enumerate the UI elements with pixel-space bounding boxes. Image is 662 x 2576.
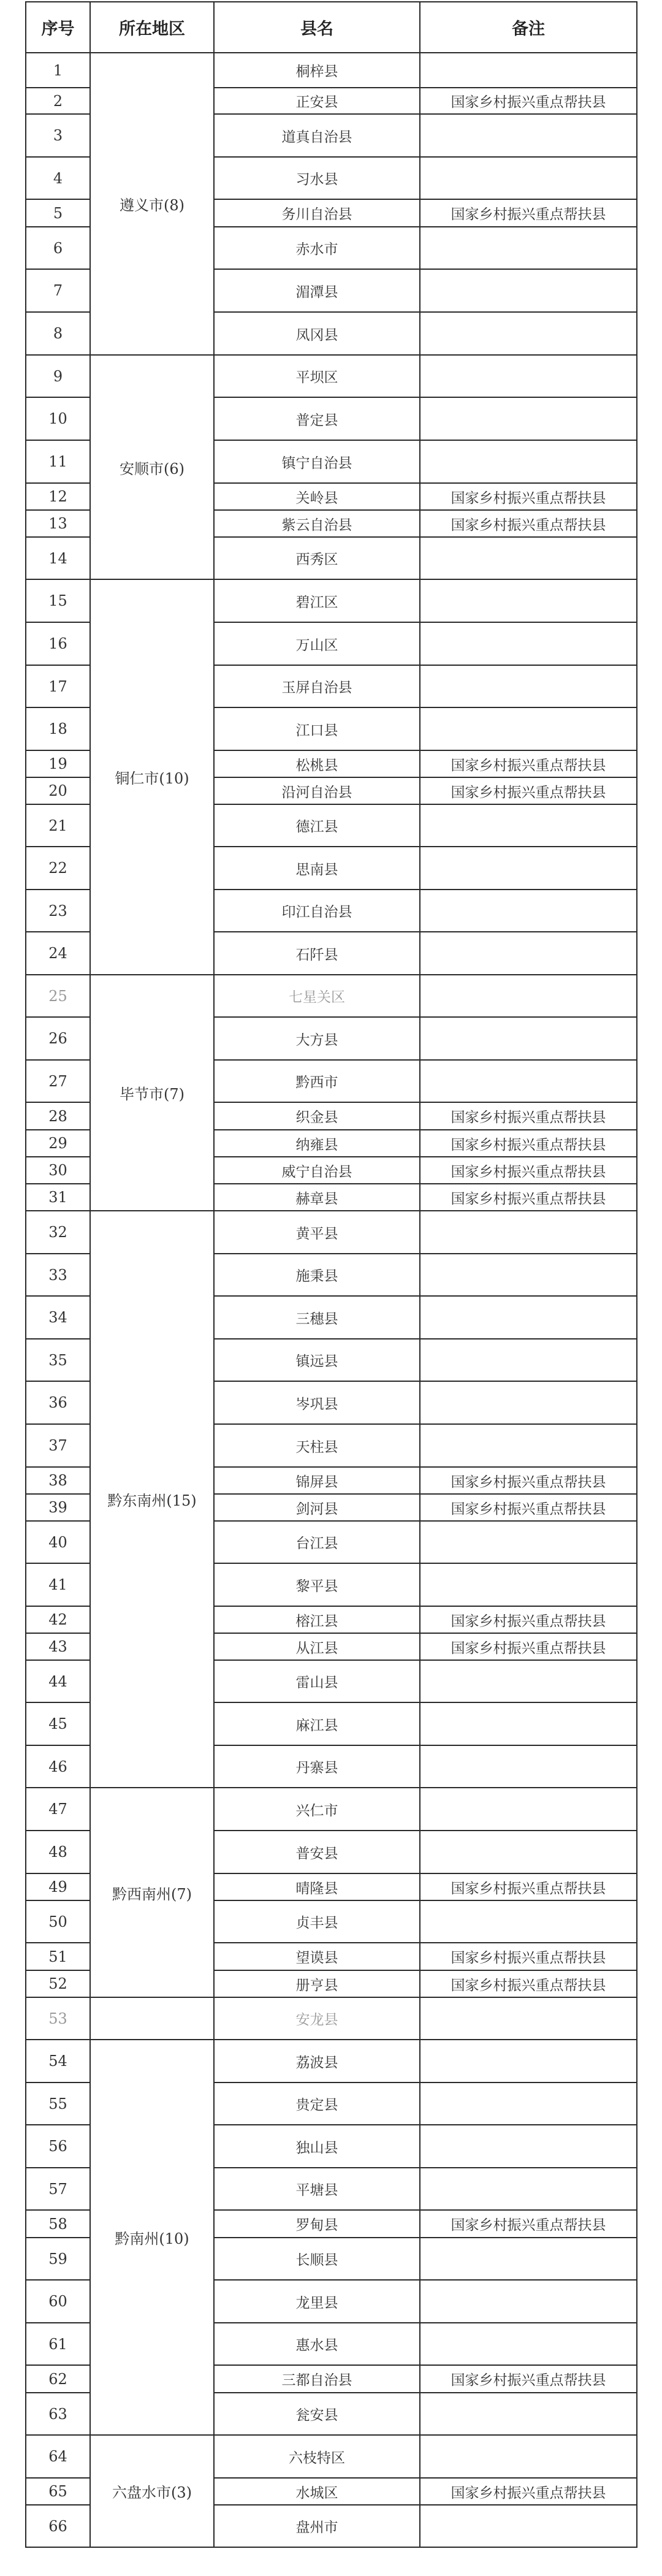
region-cell: 黔西南州(7) — [90, 1788, 214, 1997]
row-serial: 45 — [26, 1702, 90, 1745]
row-serial: 9 — [26, 355, 90, 397]
county-name: 西秀区 — [214, 537, 420, 579]
row-serial: 29 — [26, 1130, 90, 1157]
remark-cell: 国家乡村振兴重点帮扶县 — [420, 1157, 637, 1184]
row-serial: 61 — [26, 2323, 90, 2365]
row-serial: 24 — [26, 932, 90, 975]
remark-cell — [420, 2238, 637, 2280]
county-name: 石阡县 — [214, 932, 420, 975]
region-cell: 黔南州(10) — [90, 2040, 214, 2435]
row-serial: 20 — [26, 777, 90, 804]
county-name: 龙里县 — [214, 2280, 420, 2323]
table-row — [26, 2040, 637, 2083]
county-name: 紫云自治县 — [214, 510, 420, 537]
remark-cell — [420, 622, 637, 665]
remark-cell — [420, 1060, 637, 1102]
remark-cell: 国家乡村振兴重点帮扶县 — [420, 1873, 637, 1900]
county-name: 湄潭县 — [214, 269, 420, 312]
table-row — [26, 1997, 637, 2040]
county-name: 思南县 — [214, 847, 420, 890]
row-serial: 2 — [26, 88, 90, 114]
remark-cell: 国家乡村振兴重点帮扶县 — [420, 1943, 637, 1970]
county-name: 天柱县 — [214, 1424, 420, 1467]
remark-cell: 国家乡村振兴重点帮扶县 — [420, 1130, 637, 1157]
remark-cell — [420, 2393, 637, 2435]
county-name: 松桃县 — [214, 750, 420, 777]
header-serial: 序号 — [26, 2, 90, 53]
row-serial: 36 — [26, 1381, 90, 1424]
remark-cell — [420, 1296, 637, 1339]
county-name: 镇远县 — [214, 1339, 420, 1381]
county-name: 凤冈县 — [214, 312, 420, 355]
row-serial: 57 — [26, 2168, 90, 2210]
county-name: 德江县 — [214, 804, 420, 847]
county-name: 织金县 — [214, 1102, 420, 1130]
county-name: 剑河县 — [214, 1494, 420, 1521]
row-serial: 23 — [26, 890, 90, 932]
row-serial: 11 — [26, 440, 90, 483]
remark-cell: 国家乡村振兴重点帮扶县 — [420, 88, 637, 114]
remark-cell: 国家乡村振兴重点帮扶县 — [420, 2365, 637, 2393]
remark-cell — [420, 1997, 637, 2040]
row-serial: 3 — [26, 114, 90, 157]
region-cell: 黔东南州(15) — [90, 1211, 214, 1788]
row-serial: 5 — [26, 199, 90, 227]
table-row — [26, 975, 637, 1017]
row-serial: 6 — [26, 227, 90, 269]
remark-cell — [420, 1563, 637, 1606]
row-serial: 31 — [26, 1184, 90, 1211]
county-name: 黔西市 — [214, 1060, 420, 1102]
county-name: 桐梓县 — [214, 53, 420, 88]
remark-cell — [420, 2040, 637, 2083]
county-name: 关岭县 — [214, 483, 420, 510]
row-serial: 21 — [26, 804, 90, 847]
remark-cell — [420, 1831, 637, 1873]
county-name: 平塘县 — [214, 2168, 420, 2210]
row-serial: 49 — [26, 1873, 90, 1900]
row-serial: 17 — [26, 665, 90, 707]
remark-cell — [420, 1702, 637, 1745]
row-serial: 66 — [26, 2505, 90, 2547]
row-serial: 37 — [26, 1424, 90, 1467]
remark-cell — [420, 804, 637, 847]
county-name: 册亨县 — [214, 1970, 420, 1997]
table-row — [26, 355, 637, 397]
row-serial: 42 — [26, 1606, 90, 1633]
row-serial: 43 — [26, 1633, 90, 1660]
county-name: 榕江县 — [214, 1606, 420, 1633]
row-serial: 47 — [26, 1788, 90, 1831]
remark-cell: 国家乡村振兴重点帮扶县 — [420, 1102, 637, 1130]
row-serial: 10 — [26, 397, 90, 440]
remark-cell — [420, 932, 637, 975]
remark-cell — [420, 1660, 637, 1702]
row-serial: 25 — [26, 975, 90, 1017]
remark-cell: 国家乡村振兴重点帮扶县 — [420, 2210, 637, 2238]
county-name: 六枝特区 — [214, 2435, 420, 2478]
county-name: 万山区 — [214, 622, 420, 665]
remark-cell — [420, 2505, 637, 2547]
row-serial: 56 — [26, 2125, 90, 2168]
remark-cell — [420, 269, 637, 312]
county-name: 玉屏自治县 — [214, 665, 420, 707]
header-remark: 备注 — [420, 2, 637, 53]
remark-cell — [420, 1788, 637, 1831]
table-row — [26, 1211, 637, 1254]
county-name: 雷山县 — [214, 1660, 420, 1702]
row-serial: 50 — [26, 1900, 90, 1943]
county-name: 威宁自治县 — [214, 1157, 420, 1184]
remark-cell — [420, 2083, 637, 2125]
county-name: 施秉县 — [214, 1254, 420, 1296]
remark-cell — [420, 1254, 637, 1296]
county-name: 黄平县 — [214, 1211, 420, 1254]
county-name: 纳雍县 — [214, 1130, 420, 1157]
table-row — [26, 579, 637, 622]
row-serial: 60 — [26, 2280, 90, 2323]
remark-cell — [420, 2323, 637, 2365]
row-serial: 12 — [26, 483, 90, 510]
remark-cell: 国家乡村振兴重点帮扶县 — [420, 777, 637, 804]
row-serial: 8 — [26, 312, 90, 355]
county-name: 长顺县 — [214, 2238, 420, 2280]
remark-cell — [420, 579, 637, 622]
county-name: 盘州市 — [214, 2505, 420, 2547]
county-name: 七星关区 — [214, 975, 420, 1017]
county-name: 岑巩县 — [214, 1381, 420, 1424]
remark-cell: 国家乡村振兴重点帮扶县 — [420, 750, 637, 777]
row-serial: 33 — [26, 1254, 90, 1296]
row-serial: 38 — [26, 1467, 90, 1494]
row-serial: 26 — [26, 1017, 90, 1060]
table-header — [26, 2, 637, 53]
row-serial: 62 — [26, 2365, 90, 2393]
county-name: 三都自治县 — [214, 2365, 420, 2393]
region-cell: 遵义市(8) — [90, 53, 214, 355]
remark-cell — [420, 114, 637, 157]
row-serial: 7 — [26, 269, 90, 312]
table-body — [26, 53, 637, 2547]
county-name: 安龙县 — [214, 1997, 420, 2040]
county-name: 江口县 — [214, 707, 420, 750]
header-region: 所在地区 — [90, 2, 214, 53]
county-name: 赫章县 — [214, 1184, 420, 1211]
county-name: 碧江区 — [214, 579, 420, 622]
row-serial: 14 — [26, 537, 90, 579]
row-serial: 63 — [26, 2393, 90, 2435]
county-name: 望谟县 — [214, 1943, 420, 1970]
county-name: 赤水市 — [214, 227, 420, 269]
county-name: 惠水县 — [214, 2323, 420, 2365]
header-row — [26, 2, 637, 53]
remark-cell — [420, 2280, 637, 2323]
row-serial: 13 — [26, 510, 90, 537]
remark-cell — [420, 440, 637, 483]
row-serial: 59 — [26, 2238, 90, 2280]
remark-cell — [420, 1745, 637, 1788]
row-serial: 55 — [26, 2083, 90, 2125]
county-name: 平坝区 — [214, 355, 420, 397]
county-name: 瓮安县 — [214, 2393, 420, 2435]
row-serial: 48 — [26, 1831, 90, 1873]
row-serial: 54 — [26, 2040, 90, 2083]
remark-cell: 国家乡村振兴重点帮扶县 — [420, 1184, 637, 1211]
remark-cell — [420, 537, 637, 579]
row-serial: 53 — [26, 1997, 90, 2040]
remark-cell — [420, 2125, 637, 2168]
remark-cell — [420, 53, 637, 88]
remark-cell — [420, 1521, 637, 1563]
remark-cell — [420, 975, 637, 1017]
county-name: 三穗县 — [214, 1296, 420, 1339]
remark-cell — [420, 2435, 637, 2478]
region-cell: 铜仁市(10) — [90, 579, 214, 975]
remark-cell — [420, 227, 637, 269]
county-table — [25, 1, 637, 2548]
remark-cell — [420, 1017, 637, 1060]
county-name: 大方县 — [214, 1017, 420, 1060]
county-name: 道真自治县 — [214, 114, 420, 157]
county-name: 正安县 — [214, 88, 420, 114]
row-serial: 39 — [26, 1494, 90, 1521]
row-serial: 52 — [26, 1970, 90, 1997]
remark-cell — [420, 2168, 637, 2210]
county-name: 兴仁市 — [214, 1788, 420, 1831]
remark-cell — [420, 1211, 637, 1254]
remark-cell: 国家乡村振兴重点帮扶县 — [420, 1606, 637, 1633]
remark-cell — [420, 157, 637, 199]
table-row — [26, 1788, 637, 1831]
row-serial: 18 — [26, 707, 90, 750]
row-serial: 32 — [26, 1211, 90, 1254]
remark-cell: 国家乡村振兴重点帮扶县 — [420, 199, 637, 227]
remark-cell: 国家乡村振兴重点帮扶县 — [420, 1467, 637, 1494]
row-serial: 65 — [26, 2478, 90, 2505]
remark-cell: 国家乡村振兴重点帮扶县 — [420, 510, 637, 537]
row-serial: 64 — [26, 2435, 90, 2478]
row-serial: 27 — [26, 1060, 90, 1102]
row-serial: 44 — [26, 1660, 90, 1702]
row-serial: 16 — [26, 622, 90, 665]
remark-cell — [420, 890, 637, 932]
remark-cell — [420, 665, 637, 707]
row-serial: 1 — [26, 53, 90, 88]
region-cell: 六盘水市(3) — [90, 2435, 214, 2547]
remark-cell — [420, 312, 637, 355]
county-name: 锦屏县 — [214, 1467, 420, 1494]
county-name: 台江县 — [214, 1521, 420, 1563]
table-row — [26, 2435, 637, 2478]
row-serial: 34 — [26, 1296, 90, 1339]
header-county: 县名 — [214, 2, 420, 53]
county-name: 务川自治县 — [214, 199, 420, 227]
county-name: 镇宁自治县 — [214, 440, 420, 483]
remark-cell: 国家乡村振兴重点帮扶县 — [420, 483, 637, 510]
row-serial: 15 — [26, 579, 90, 622]
remark-cell — [420, 1424, 637, 1467]
remark-cell: 国家乡村振兴重点帮扶县 — [420, 1494, 637, 1521]
region-cell: 安顺市(6) — [90, 355, 214, 579]
remark-cell — [420, 847, 637, 890]
remark-cell — [420, 707, 637, 750]
remark-cell — [420, 355, 637, 397]
county-name: 水城区 — [214, 2478, 420, 2505]
row-serial: 58 — [26, 2210, 90, 2238]
county-name: 从江县 — [214, 1633, 420, 1660]
table-row — [26, 53, 637, 88]
county-name: 独山县 — [214, 2125, 420, 2168]
county-name: 荔波县 — [214, 2040, 420, 2083]
county-name: 沿河自治县 — [214, 777, 420, 804]
remark-cell: 国家乡村振兴重点帮扶县 — [420, 1970, 637, 1997]
county-name: 普安县 — [214, 1831, 420, 1873]
remark-cell — [420, 1900, 637, 1943]
row-serial: 22 — [26, 847, 90, 890]
region-cell — [90, 1997, 214, 2040]
county-name: 贞丰县 — [214, 1900, 420, 1943]
region-cell: 毕节市(7) — [90, 975, 214, 1211]
row-serial: 35 — [26, 1339, 90, 1381]
county-name: 麻江县 — [214, 1702, 420, 1745]
row-serial: 41 — [26, 1563, 90, 1606]
remark-cell: 国家乡村振兴重点帮扶县 — [420, 2478, 637, 2505]
county-name: 丹寨县 — [214, 1745, 420, 1788]
county-name: 印江自治县 — [214, 890, 420, 932]
remark-cell: 国家乡村振兴重点帮扶县 — [420, 1633, 637, 1660]
county-name: 罗甸县 — [214, 2210, 420, 2238]
row-serial: 28 — [26, 1102, 90, 1130]
row-serial: 40 — [26, 1521, 90, 1563]
county-name: 贵定县 — [214, 2083, 420, 2125]
county-name: 习水县 — [214, 157, 420, 199]
row-serial: 19 — [26, 750, 90, 777]
row-serial: 30 — [26, 1157, 90, 1184]
remark-cell — [420, 1339, 637, 1381]
remark-cell — [420, 1381, 637, 1424]
row-serial: 51 — [26, 1943, 90, 1970]
row-serial: 46 — [26, 1745, 90, 1788]
county-name: 晴隆县 — [214, 1873, 420, 1900]
row-serial: 4 — [26, 157, 90, 199]
county-name: 普定县 — [214, 397, 420, 440]
county-name: 黎平县 — [214, 1563, 420, 1606]
remark-cell — [420, 397, 637, 440]
